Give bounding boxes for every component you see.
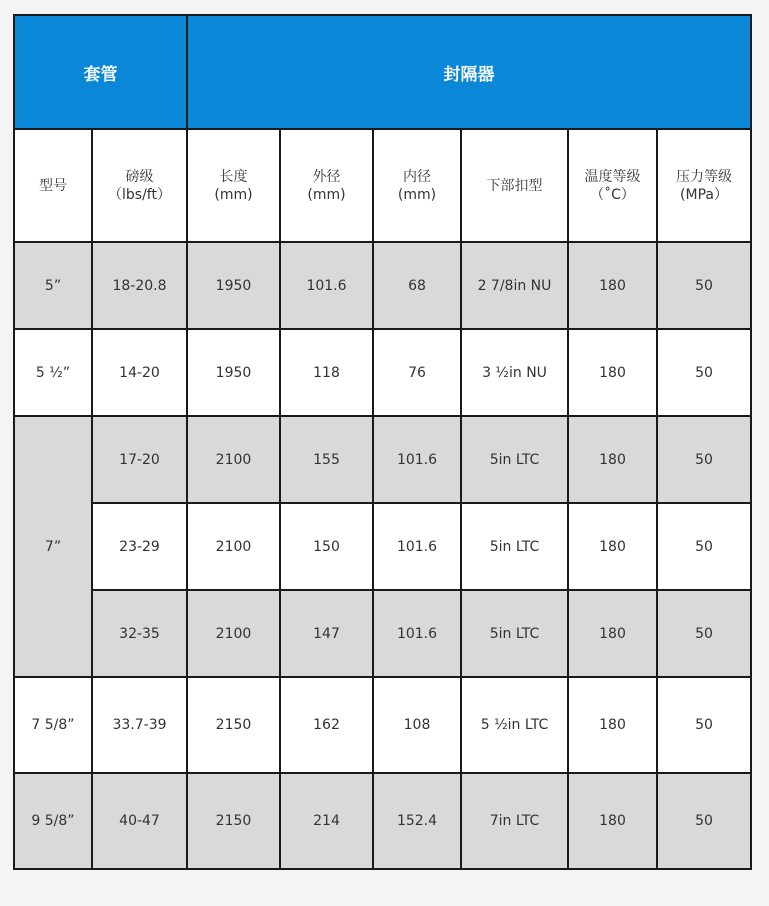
table-row — [14, 677, 751, 773]
od-cell: 147 — [280, 590, 373, 677]
thread-cell: 5 ½in LTC — [461, 677, 568, 773]
table-row — [14, 242, 751, 329]
pressure-cell: 50 — [657, 773, 751, 869]
id-cell: 108 — [373, 677, 461, 773]
id-header: 内径 (mm) — [373, 129, 461, 242]
model-cell: 5 ½” — [14, 329, 92, 416]
od-header: 外径 (mm) — [280, 129, 373, 242]
length-cell: 1950 — [187, 329, 280, 416]
weight-cell: 18-20.8 — [92, 242, 187, 329]
pressure-cell: 50 — [657, 503, 751, 590]
temp-header: 温度等级 （˚C） — [568, 129, 657, 242]
temp-cell: 180 — [568, 416, 657, 503]
length-header: 长度 (mm) — [187, 129, 280, 242]
id-cell: 68 — [373, 242, 461, 329]
length-cell: 2150 — [187, 773, 280, 869]
model-cell: 7” — [14, 416, 92, 677]
length-cell: 2150 — [187, 677, 280, 773]
id-cell: 101.6 — [373, 590, 461, 677]
od-cell: 101.6 — [280, 242, 373, 329]
model-cell: 7 5/8” — [14, 677, 92, 773]
od-cell: 214 — [280, 773, 373, 869]
weight-cell: 23-29 — [92, 503, 187, 590]
model-header: 型号 — [14, 129, 92, 242]
temp-cell: 180 — [568, 242, 657, 329]
temp-cell: 180 — [568, 329, 657, 416]
od-cell: 162 — [280, 677, 373, 773]
pressure-cell: 50 — [657, 329, 751, 416]
od-cell: 150 — [280, 503, 373, 590]
thread-header: 下部扣型 — [461, 129, 568, 242]
pressure-cell: 50 — [657, 590, 751, 677]
table-row — [14, 590, 751, 677]
model-cell: 5” — [14, 242, 92, 329]
od-cell: 118 — [280, 329, 373, 416]
id-cell: 101.6 — [373, 416, 461, 503]
temp-cell: 180 — [568, 773, 657, 869]
spec-table — [13, 14, 752, 870]
weight-header: 磅级 （lbs/ft） — [92, 129, 187, 242]
length-cell: 2100 — [187, 416, 280, 503]
od-cell: 155 — [280, 416, 373, 503]
id-cell: 76 — [373, 329, 461, 416]
temp-cell: 180 — [568, 590, 657, 677]
id-cell: 101.6 — [373, 503, 461, 590]
table-row — [14, 329, 751, 416]
thread-cell: 5in LTC — [461, 590, 568, 677]
sub-header-row — [14, 129, 751, 242]
pressure-cell: 50 — [657, 242, 751, 329]
table-row — [14, 416, 751, 503]
weight-cell: 32-35 — [92, 590, 187, 677]
temp-cell: 180 — [568, 503, 657, 590]
thread-cell: 3 ½in NU — [461, 329, 568, 416]
casing-group-header: 套管 — [14, 15, 187, 129]
temp-cell: 180 — [568, 677, 657, 773]
pressure-cell: 50 — [657, 677, 751, 773]
weight-cell: 40-47 — [92, 773, 187, 869]
table-row — [14, 773, 751, 869]
weight-cell: 17-20 — [92, 416, 187, 503]
thread-cell: 2 7/8in NU — [461, 242, 568, 329]
length-cell: 2100 — [187, 503, 280, 590]
pressure-cell: 50 — [657, 416, 751, 503]
thread-cell: 7in LTC — [461, 773, 568, 869]
pressure-header: 压力等级 (MPa） — [657, 129, 751, 242]
weight-cell: 14-20 — [92, 329, 187, 416]
model-cell: 9 5/8” — [14, 773, 92, 869]
table-row — [14, 503, 751, 590]
id-cell: 152.4 — [373, 773, 461, 869]
length-cell: 2100 — [187, 590, 280, 677]
length-cell: 1950 — [187, 242, 280, 329]
thread-cell: 5in LTC — [461, 416, 568, 503]
thread-cell: 5in LTC — [461, 503, 568, 590]
packer-group-header: 封隔器 — [187, 15, 751, 129]
weight-cell: 33.7-39 — [92, 677, 187, 773]
